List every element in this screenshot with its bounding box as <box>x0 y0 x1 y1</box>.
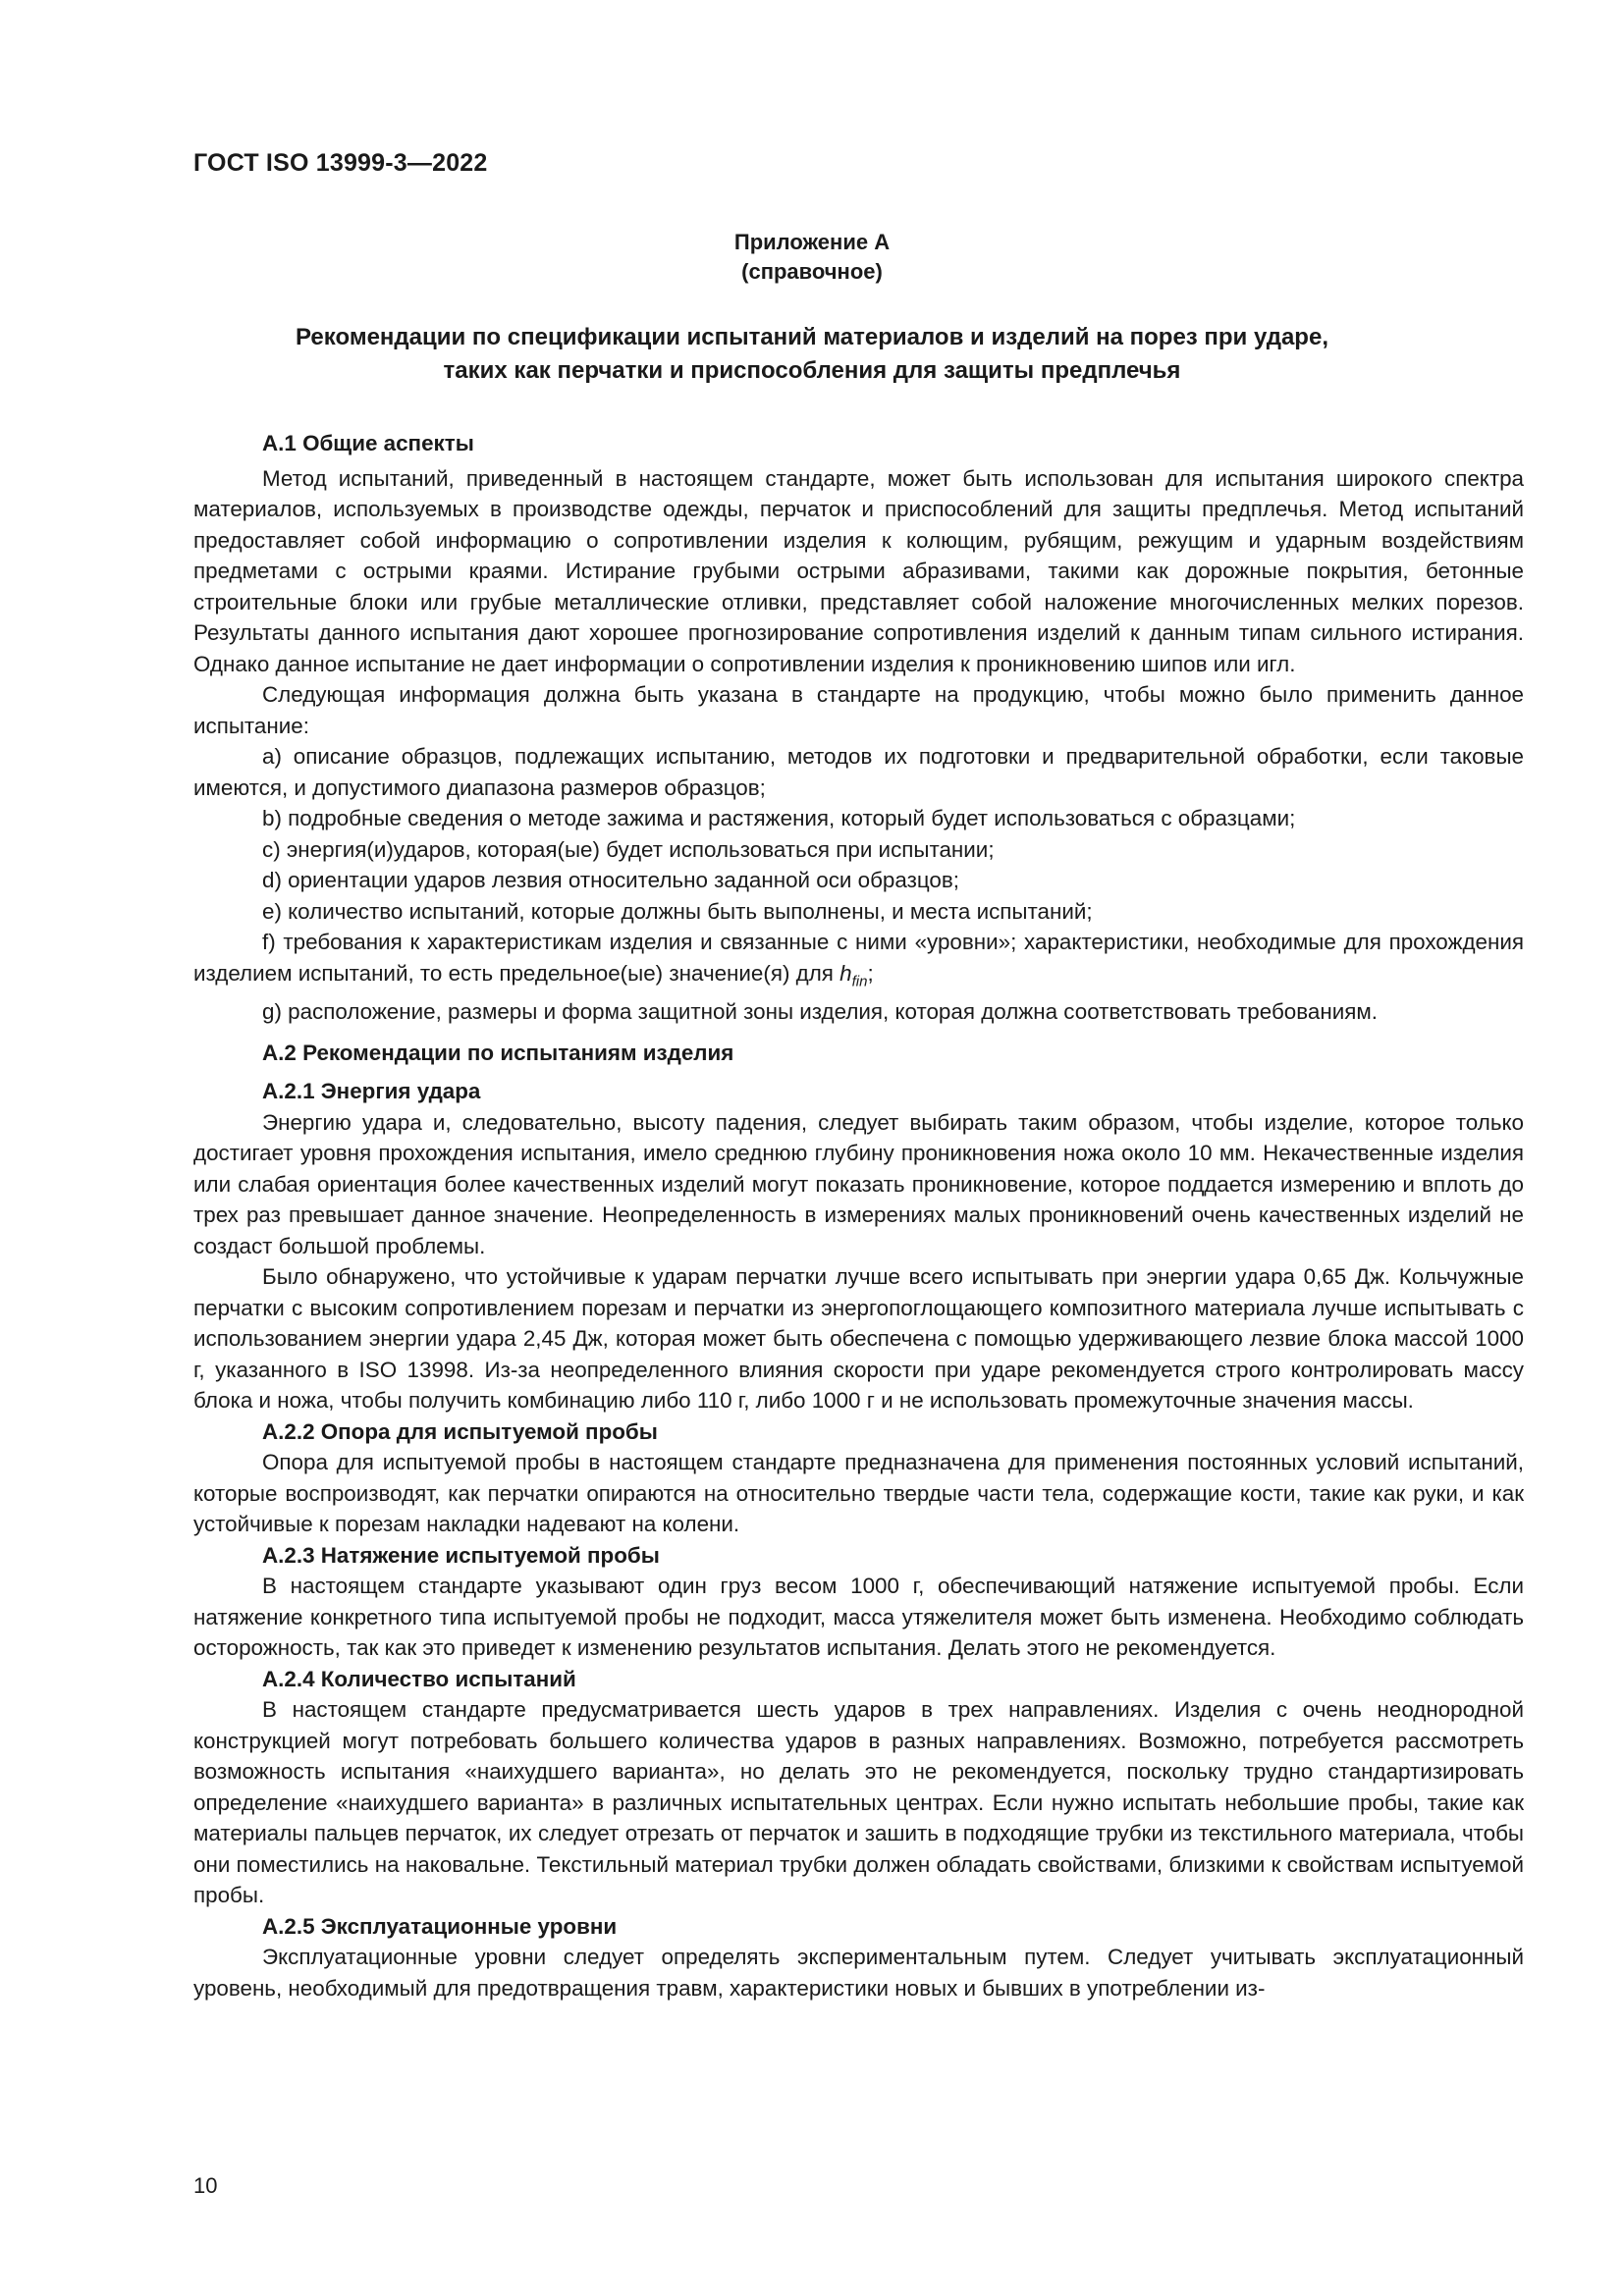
main-title <box>226 321 1398 388</box>
list-item: b) подробные сведения о методе зажима и растяжения, который будет использоваться с образцами; <box>262 806 1296 830</box>
list-item: е) количество испытаний, которые должны быть выполнены, и места испытаний; <box>262 898 1093 924</box>
paragraph: Было обнаружено, что устойчивые к ударам перчатки лучше всего испытывать при энергии удара 0,65 Дж. Кольчужные перчатки с высоким сопротивлением порезам и перчатки из энергопоглощающего композитного материала лучше испытывать с использованием энергии удара 2,45 Дж, которая может быть обеспечена с помощью удерживающего лезвие блока массой 1000 г, указанного в ISO 13998. Из-за неопределенного влияния скорости при ударе рекомендуется строго контролировать массу блока и ножа, чтобы получить комбинацию либо 110 г, либо 1000 г и не использовать промежуточные значения массы. <box>193 1264 1524 1414</box>
list-item: а) описание образцов, подлежащих испытанию, методов их подготовки и предварительной обработки, если таковые имеются, и допустимого диапазона размеров образцов; <box>193 744 1524 800</box>
variable-subscript-fin: fin <box>851 972 868 989</box>
list-item-f-end: ; <box>867 960 874 986</box>
section-heading-a2: А.2 Рекомендации по испытаниям изделия <box>262 1040 734 1065</box>
list-item: с) энергия(и)ударов, которая(ые) будет использоваться при испытании; <box>262 836 995 862</box>
subsection-heading-a25: А.2.5 Эксплуатационные уровни <box>262 1913 618 1939</box>
subsection-heading-a21: А.2.1 Энергия удара <box>262 1079 481 1104</box>
page-number: 10 <box>193 2173 218 2198</box>
document-code: ГОСТ ISO 13999-3—2022 <box>193 149 488 177</box>
list-item: d) ориентации ударов лезвия относительно заданной оси образцов; <box>262 868 959 892</box>
main-title-line-1: Рекомендации по спецификации испытаний материалов и изделий на порез при ударе, <box>296 324 1328 350</box>
variable-h: h <box>839 960 852 986</box>
list-item <box>193 927 1524 996</box>
annex-title: Приложение А <box>733 230 891 254</box>
annex-status: (справочное) <box>741 259 883 284</box>
paragraph: Эксплуатационные уровни следует определять экспериментальным путем. Следует учитывать эксплуатационный уровень, необходимый для предотвращения травм, характеристики новых и бывших в употреблении из- <box>193 1945 1524 2001</box>
section-heading-a1: А.1 Общие аспекты <box>262 431 474 455</box>
document-body <box>193 428 1524 2003</box>
subsection-heading-a22: А.2.2 Опора для испытуемой пробы <box>262 1418 658 1444</box>
paragraph: Опора для испытуемой пробы в настоящем стандарте предназначена для применения постоянных условий испытаний, которые воспроизводят, как перчатки опираются на относительно твердые части тела, содержащие кости, такие как руки, и как устойчивые к порезам накладки надевают на колени. <box>193 1450 1524 1537</box>
annex-heading <box>0 228 1624 287</box>
paragraph: Метод испытаний, приведенный в настоящем стандарте, может быть использован для испытания широкого спектра материалов, используемых в производстве одежды, перчаток и приспособлений для защиты предплечья. Метод испытаний предоставляет собой информацию о сопротивлении изделия к колющим, рубящим, режущим и ударным воздействиям предметами с острыми краями. Истирание грубыми острыми абразивами, такими как дорожные покрытия, бетонные строительные блоки или грубые металлические отливки, представляет собой наложение многочисленных мелких порезов. Результаты данного испытания дают хорошее прогнозирование сопротивления изделий к данным типам сильного истирания. Однако данное испытание не дает информации о сопротивлении изделия к проникновению шипов или игл. <box>193 465 1524 676</box>
subsection-heading-a24: А.2.4 Количество испытаний <box>262 1666 576 1691</box>
list-item: g) расположение, размеры и форма защитной зоны изделия, которая должна соответствовать требованиям. <box>262 999 1378 1025</box>
list-item-f-text: f) требования к характеристикам изделия и связанные с ними «уровни»; характеристики, необходимые для прохождения изделием испытаний, то есть предельное(ые) значение(я) для <box>193 930 1524 986</box>
paragraph: В настоящем стандарте предусматривается шесть ударов в трех направлениях. Изделия с очень неоднородной конструкцией могут потребовать большего количества ударов в разных направлениях. Возможно, потребуется рассмотреть возможность испытания «наихудшего варианта», но делать это не рекомендуется, поскольку трудно стандартизировать определение «наихудшего варианта» в различных испытательных центрах. Если нужно испытать небольшие пробы, такие как материалы пальцев перчаток, их следует отрезать от перчаток и зашить в подходящие трубки из текстильного материала, чтобы они поместились на наковальне. Текстильный материал трубки должен обладать свойствами, близкими к свойствам испытуемой пробы. <box>193 1697 1524 1908</box>
paragraph: В настоящем стандарте указывают один груз весом 1000 г, обеспечивающий натяжение испытуемой пробы. Если натяжение конкретного типа испытуемой пробы не подходит, масса утяжелителя может быть изменена. Необходимо соблюдать осторожность, так как это приведет к изменению результатов испытания. Делать этого не рекомендуется. <box>193 1574 1524 1661</box>
paragraph: Энергию удара и, следовательно, высоту падения, следует выбирать таким образом, чтобы изделие, которое только достигает уровня прохождения испытания, имело среднюю глубину проникновения ножа около 10 мм. Некачественные изделия или слабая ориентация более качественных изделий могут показать проникновение, которое поддается измерению и вплоть до трех раз превышает данное значение. Неопределенность в измерениях малых проникновений очень качественных изделий не создаст большой проблемы. <box>193 1109 1524 1258</box>
subsection-heading-a23: А.2.3 Натяжение испытуемой пробы <box>262 1542 660 1568</box>
main-title-line-2: таких как перчатки и приспособления для защиты предплечья <box>443 357 1181 384</box>
paragraph: Следующая информация должна быть указана в стандарте на продукцию, чтобы можно было применить данное испытание: <box>193 682 1524 738</box>
